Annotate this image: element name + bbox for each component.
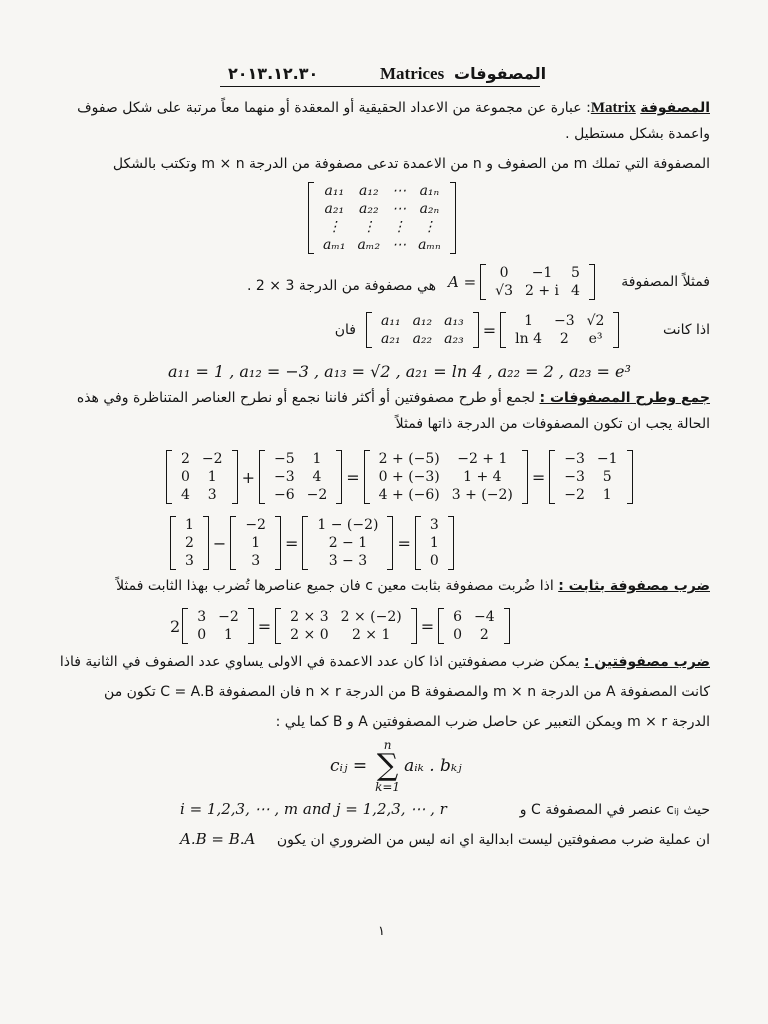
matrix-row: [175, 450, 229, 468]
where-math: i = 1,2,3, ⋯ , m and j = 1,2,3, ⋯ , r: [180, 800, 447, 818]
matrix-cell: 1: [524, 313, 534, 329]
matrix-cell: 1: [207, 469, 217, 485]
matrix-cell: aₘₙ: [418, 237, 441, 253]
matrix-row: [268, 468, 333, 486]
matrix-cell: a₂₂: [412, 331, 433, 347]
matrix-cell: 6: [453, 609, 463, 625]
header-title-ar: المصفوفات: [454, 64, 547, 83]
definition-line-2: واعمدة بشكل مستطيل .: [565, 126, 710, 142]
definition-text: : عبارة عن مجموعة من الاعداد الحقيقية أو المعقدة أو منهما معاً مرتبة على شكل صفوف: [77, 100, 591, 116]
matrix-cell: 1: [602, 487, 612, 503]
matrix-cell: 2: [185, 535, 194, 551]
example1-matrix: [489, 264, 586, 300]
matrix-cell: −2: [201, 451, 223, 467]
sum-top: n: [383, 738, 392, 752]
matrix-cell: 3 − 3: [328, 553, 368, 569]
product-line-3: الدرجة m × r ويمكن التعبير عن حاصل ضرب المصفوفتين A و B كما يلي :: [275, 714, 710, 730]
matrix-row: [373, 486, 519, 504]
matrix-cell: 2 − 1: [328, 535, 368, 551]
general-matrix-table: [317, 182, 447, 254]
matrix-cell: 5: [602, 469, 612, 485]
add-sub-text: لجمع أو طرح مصفوفتين أو أكثر فاننا نجمع أو نطرح العناصر المتناظرة وفي هذه: [76, 390, 536, 406]
matrix-row: [311, 534, 384, 552]
matrix-cell: a₂₃: [444, 331, 464, 347]
scalar-matrix-2: [284, 608, 408, 644]
matrix-cell: a₂₁: [324, 201, 345, 217]
summation: [375, 738, 400, 794]
matrix-row: [424, 534, 445, 552]
product-heading: ضرب مصفوفتين :: [583, 654, 710, 670]
matrix-cell: 3: [197, 609, 207, 625]
matrix-row: [284, 626, 408, 644]
matrix-row: [239, 516, 272, 534]
matrix-cell: 0: [453, 627, 463, 643]
example2-then: فان: [334, 322, 356, 338]
header-date: ٢٠١٣.١٢.٣٠: [228, 64, 319, 83]
matrix-cell: 1: [185, 517, 194, 533]
example2-prefix: اذا كانت: [662, 322, 710, 338]
matrix-cell: ⋮: [361, 219, 376, 235]
matrix-row: [239, 552, 272, 570]
product-text: يمكن ضرب مصفوفتين اذا كان عدد الاعمدة في الاولى يساوي عدد الصفوف في الثانية فاذا: [59, 654, 580, 670]
matrix-cell: ln 4: [515, 331, 542, 347]
product-formula: [330, 738, 462, 794]
note-text: ان عملية ضرب مصفوفتين ليست ابدالية اي انه ليس من الضروري ان يكون: [276, 832, 710, 848]
add-sub-heading: جمع وطرح المصفوفات :: [539, 390, 710, 406]
matrix-cell: 2 × (−2): [340, 609, 402, 625]
definition-line-1: [60, 100, 710, 117]
example1-suffix: هي مصفوفة من الدرجة 3 × 2 .: [247, 278, 436, 294]
example1-equation: [448, 264, 595, 300]
add-sub-line-2: الحالة يجب ان تكون المصفوفات من الدرجة ذاتها فمثلاً: [395, 416, 710, 432]
add-matrix-2: [268, 450, 333, 504]
matrix-cell: −2: [306, 487, 328, 503]
matrix-cell: 3: [185, 553, 194, 569]
scalar-coef: 2: [170, 616, 181, 636]
matrix-cell: ⋯: [392, 237, 407, 253]
matrix-cell: −3: [554, 313, 575, 329]
matrix-cell: a₂₁: [381, 331, 401, 347]
matrix-cell: 4: [312, 469, 322, 485]
page-header: [220, 64, 547, 87]
add-matrix-3: [373, 450, 519, 504]
matrix-cell: 4: [571, 283, 580, 299]
scalar-matrix-3: [447, 608, 501, 644]
matrix-cell: 3: [207, 487, 217, 503]
matrix-cell: a₁₂: [412, 313, 433, 329]
matrix-row: [239, 534, 272, 552]
product-line-1: [20, 654, 710, 670]
matrix-cell: a₁ₙ: [419, 183, 440, 199]
matrix-row: [175, 468, 229, 486]
matrix-cell: 3: [251, 553, 261, 569]
matrix-row: [509, 330, 610, 348]
matrix-cell: √3: [495, 283, 513, 299]
definition-term-en: Matrix: [590, 100, 636, 116]
matrix-cell: ⋯: [392, 201, 407, 217]
page-number: ١: [378, 924, 385, 939]
matrix-row: [191, 626, 245, 644]
matrix-cell: −2: [218, 609, 239, 625]
matrix-cell: a₁₁: [324, 183, 345, 199]
matrix-cell: 4: [181, 487, 190, 503]
matrix-row: [558, 486, 623, 504]
sigma-icon: ∑: [376, 748, 399, 783]
scalar-line: [30, 578, 710, 594]
matrix-row: [447, 608, 501, 626]
matrix-cell: √2: [586, 313, 605, 329]
matrix-cell: 1 − (−2): [317, 517, 379, 533]
addition-example: 2 −2 0 1 4 3 + −5 1 −3 4 −6 −2 = 2 + (−5) −2 + 1 0 + (−3) 1 + 4 4 + (−6) 3 + (−2) = −3 −1 −3 5 −2 1: [166, 450, 633, 504]
matrix-row: [317, 218, 447, 236]
sub-vector-2: [239, 516, 272, 570]
matrix-row: [558, 450, 623, 468]
matrix-cell: a₁₂: [359, 183, 379, 199]
matrix-row: [447, 626, 501, 644]
general-form-text: المصفوفة التي تملك m من الصفوف و n من الاعمدة تدعى مصفوفة من الدرجة m × n وتكتب بالشكل: [112, 156, 710, 172]
matrix-row: [179, 534, 200, 552]
matrix-cell: 0: [499, 265, 509, 281]
matrix-row: [268, 486, 333, 504]
matrix-cell: −4: [474, 609, 495, 625]
matrix-cell: 4 + (−6): [378, 487, 440, 503]
matrix-row: [317, 182, 447, 200]
matrix-cell: −6: [273, 487, 295, 503]
example2-left-matrix: [375, 312, 470, 348]
matrix-cell: −2 + 1: [457, 451, 508, 467]
matrix-row: [373, 450, 519, 468]
scalar-text: اذا ضُربت مصفوفة بثابت معين c فان جميع عناصرها تُضرب بهذا الثابت فمثلاً: [116, 578, 554, 594]
matrix-cell: −1: [596, 451, 618, 467]
matrix-cell: 2 × 3: [290, 609, 329, 625]
matrix-cell: 1: [251, 535, 261, 551]
matrix-cell: ⋮: [327, 219, 342, 235]
matrix-cell: 5: [571, 265, 580, 281]
matrix-row: [179, 552, 200, 570]
matrix-cell: −5: [273, 451, 295, 467]
matrix-cell: 0: [197, 627, 207, 643]
matrix-row: [489, 282, 586, 300]
matrix-cell: −3: [273, 469, 295, 485]
add-matrix-1: [175, 450, 229, 504]
matrix-row: [424, 552, 445, 570]
matrix-cell: a₁₁: [381, 313, 401, 329]
matrix-cell: ⋮: [392, 219, 407, 235]
matrix-cell: ⋮: [422, 219, 437, 235]
matrix-row: [268, 450, 333, 468]
matrix-row: [489, 264, 586, 282]
formula-lhs: cᵢⱼ =: [330, 756, 368, 776]
sub-vector-4: [424, 516, 445, 570]
matrix-row: [317, 200, 447, 218]
product-line-2: كانت المصفوفة A من الدرجة m × n والمصفوفة B من الدرجة n × r فان المصفوفة C = A.B تكون من: [104, 684, 710, 700]
matrix-cell: 3 + (−2): [451, 487, 513, 503]
matrix-cell: 2 + (−5): [378, 451, 440, 467]
example2-equation: a₁₁ a₁₂ a₁₃ a₂₁ a₂₂ a₂₃ = 1 −3 √2 ln 4 2 e³: [366, 312, 619, 348]
note-math: A.B = B.A: [180, 830, 256, 848]
sub-vector-3: [311, 516, 384, 570]
matrix-cell: 1: [312, 451, 322, 467]
example1-label: A =: [448, 273, 477, 291]
matrix-cell: aₘ₂: [357, 237, 381, 253]
matrix-cell: −2: [564, 487, 585, 503]
matrix-row: [509, 312, 610, 330]
add-sub-line-1: [30, 390, 710, 406]
matrix-row: [175, 486, 229, 504]
matrix-cell: 0: [429, 553, 439, 569]
where-text: حيث cᵢⱼ عنصر في المصفوفة C و: [519, 802, 710, 818]
matrix-cell: 2: [181, 451, 190, 467]
example2-right-matrix: [509, 312, 610, 348]
matrix-cell: e³: [588, 331, 603, 347]
matrix-cell: aₘ₁: [323, 237, 346, 253]
matrix-cell: 0 + (−3): [378, 469, 440, 485]
matrix-cell: 1: [223, 627, 233, 643]
matrix-cell: 1 + 4: [463, 469, 502, 485]
matrix-cell: a₂₂: [359, 201, 379, 217]
matrix-cell: 2 + i: [525, 283, 560, 299]
matrix-cell: a₂ₙ: [419, 201, 440, 217]
matrix-cell: ⋯: [392, 183, 407, 199]
matrix-row: [311, 552, 384, 570]
matrix-row: [373, 468, 519, 486]
matrix-row: [284, 608, 408, 626]
matrix-cell: 2 × 0: [290, 627, 329, 643]
scalar-matrix-1: [191, 608, 245, 644]
formula-rhs: aᵢₖ . bₖⱼ: [404, 756, 462, 776]
matrix-cell: −1: [531, 265, 553, 281]
matrix-cell: 2: [559, 331, 569, 347]
header-title-en: Matrices: [380, 64, 445, 83]
matrix-cell: a₁₃: [444, 313, 464, 329]
general-matrix: [308, 182, 456, 254]
matrix-cell: 1: [429, 535, 439, 551]
subtraction-example: 1 2 3 − −2 1 3 = 1 − (−2) 2 − 1 3 − 3 = 3 1 0: [170, 516, 454, 570]
matrix-row: [191, 608, 245, 626]
matrix-row: [179, 516, 200, 534]
matrix-cell: 3: [429, 517, 439, 533]
sum-bottom: k=1: [375, 780, 401, 794]
matrix-cell: 2 × 1: [351, 627, 391, 643]
matrix-cell: 2: [479, 627, 489, 643]
matrix-cell: −2: [245, 517, 266, 533]
definition-term-ar: المصفوفة: [640, 100, 710, 116]
example2-result: a₁₁ = 1 , a₁₂ = −3 , a₁₃ = √2 , a₂₁ = ln 4 , a₂₂ = 2 , a₂₃ = e³: [168, 362, 631, 381]
matrix-row: [375, 312, 470, 330]
add-matrix-4: [558, 450, 623, 504]
matrix-row: [424, 516, 445, 534]
matrix-row: [558, 468, 623, 486]
scalar-example: 2 3 −2 0 1 = 2 × 3 2 × (−2) 2 × 0 2 × 1 = 6 −4 0 2: [170, 608, 510, 644]
matrix-cell: −3: [564, 451, 585, 467]
matrix-row: [311, 516, 384, 534]
matrix-row: [317, 236, 447, 254]
scalar-heading: ضرب مصفوفة بثابت :: [558, 578, 710, 594]
matrix-cell: 0: [181, 469, 190, 485]
matrix-row: [375, 330, 470, 348]
matrix-cell: −3: [564, 469, 585, 485]
example1-prefix: فمثلاً المصفوفة: [621, 274, 710, 290]
sub-vector-1: [179, 516, 200, 570]
